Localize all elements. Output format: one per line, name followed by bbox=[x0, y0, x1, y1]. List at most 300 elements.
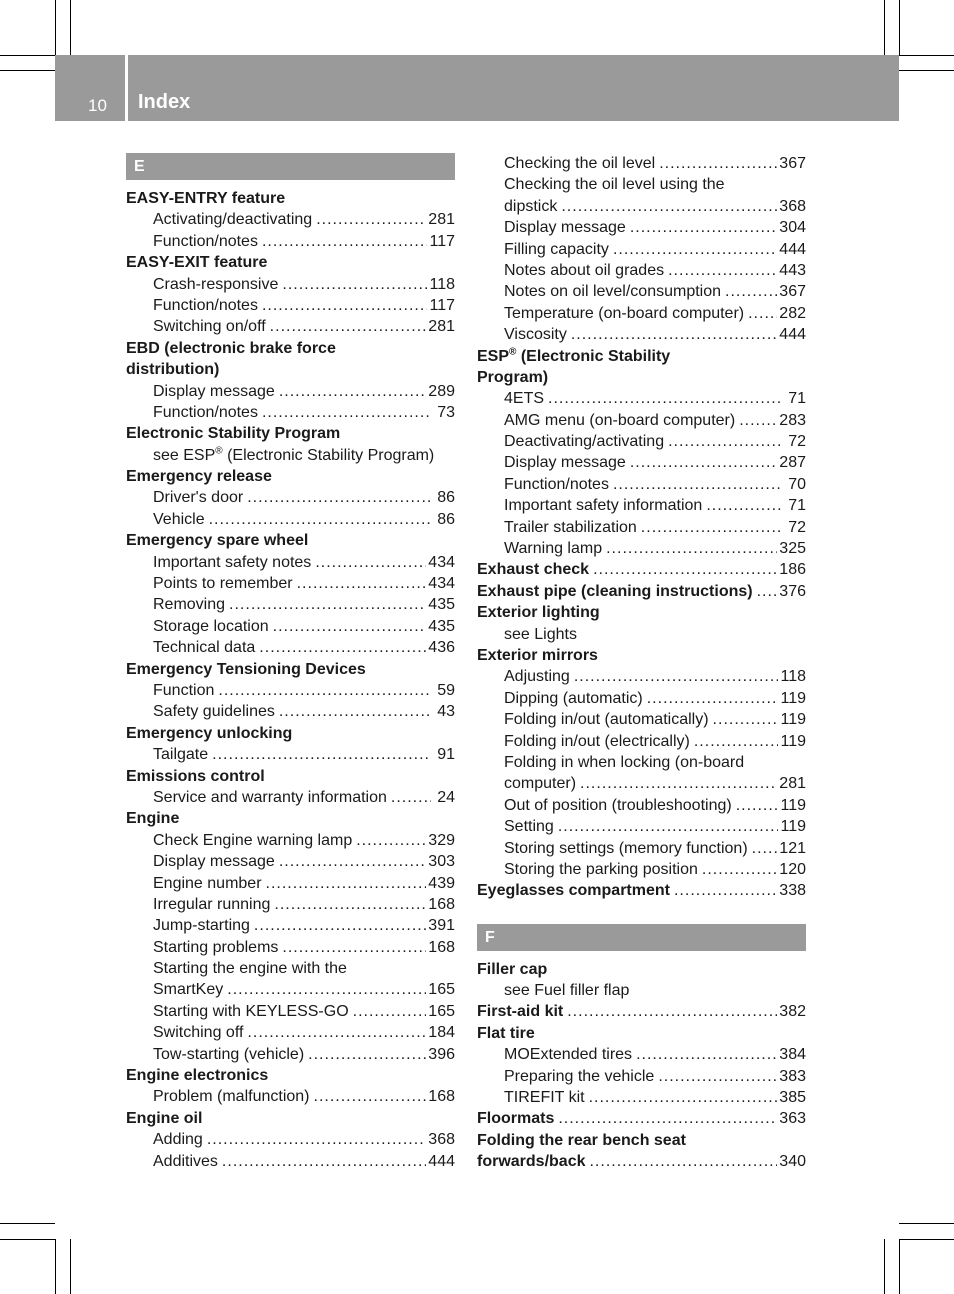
leader-dots bbox=[356, 830, 426, 851]
index-entry bbox=[477, 388, 806, 409]
index-heading bbox=[126, 252, 455, 273]
section-letter-bar: F bbox=[477, 924, 806, 951]
entry-label: Trailer stabilization bbox=[504, 518, 637, 536]
index-entry bbox=[126, 873, 455, 894]
entry-label: Adding bbox=[153, 1131, 203, 1149]
entry-label: Floormats bbox=[477, 1110, 555, 1128]
leader-dots bbox=[279, 851, 426, 872]
entry-label: Electronic Stability Program bbox=[126, 425, 341, 443]
index-entry bbox=[477, 752, 806, 773]
entry-list bbox=[477, 959, 806, 1173]
index-entry bbox=[477, 1066, 806, 1087]
index-column-left bbox=[126, 153, 455, 1172]
page-ref: 59 bbox=[437, 681, 455, 699]
leader-dots bbox=[713, 709, 779, 730]
index-entry bbox=[477, 153, 806, 174]
page-ref: 391 bbox=[428, 917, 455, 935]
page-ref: 165 bbox=[428, 981, 455, 999]
leader-dots bbox=[668, 431, 782, 452]
index-heading bbox=[477, 645, 806, 666]
entry-list bbox=[477, 153, 806, 902]
leader-dots bbox=[254, 915, 426, 936]
page-ref: 186 bbox=[779, 561, 806, 579]
page-ref: 376 bbox=[779, 582, 806, 600]
entry-label: Folding in/out (automatically) bbox=[504, 711, 709, 729]
entry-label: Engine oil bbox=[126, 1109, 203, 1127]
entry-label: Display message bbox=[153, 382, 275, 400]
index-entry bbox=[477, 624, 806, 645]
page-ref: 436 bbox=[428, 639, 455, 657]
entry-label: Notes about oil grades bbox=[504, 261, 665, 279]
page-ref: 281 bbox=[428, 318, 455, 336]
index-entry bbox=[126, 316, 455, 337]
entry-label: Jump-starting bbox=[153, 917, 250, 935]
leader-dots bbox=[548, 388, 782, 409]
entry-label: Flat tire bbox=[477, 1024, 535, 1042]
entry-label: Exhaust pipe (cleaning instructions) bbox=[477, 582, 753, 600]
page-ref: 117 bbox=[429, 232, 455, 250]
leader-dots bbox=[574, 666, 779, 687]
entry-label: Important safety information bbox=[504, 497, 703, 515]
index-entry bbox=[126, 979, 455, 1000]
page-ref: 91 bbox=[437, 746, 455, 764]
entry-label: Emergency Tensioning Devices bbox=[126, 660, 366, 678]
leader-dots bbox=[315, 552, 426, 573]
index-entry bbox=[477, 196, 806, 217]
index-entry bbox=[126, 915, 455, 936]
entry-label: Important safety notes bbox=[153, 553, 312, 571]
page-ref: 43 bbox=[437, 703, 455, 721]
page-ref: 383 bbox=[779, 1067, 806, 1085]
index-entry bbox=[126, 937, 455, 958]
page-ref: 168 bbox=[428, 1088, 455, 1106]
entry-list bbox=[126, 188, 455, 1172]
entry-label: Notes on oil level/consumption bbox=[504, 283, 722, 301]
crop-mark bbox=[899, 1239, 900, 1294]
entry-label: Function/notes bbox=[153, 232, 258, 250]
entry-label: Additives bbox=[153, 1152, 218, 1170]
entry-label: Safety guidelines bbox=[153, 703, 275, 721]
entry-label: Tailgate bbox=[153, 746, 209, 764]
page-ref: 119 bbox=[780, 711, 806, 729]
index-entry bbox=[477, 666, 806, 687]
index-heading bbox=[126, 766, 455, 787]
leader-dots bbox=[353, 1001, 427, 1022]
page-ref: 184 bbox=[428, 1024, 455, 1042]
entry-label: Folding in when locking (on-board bbox=[504, 753, 745, 771]
index-entry bbox=[477, 688, 806, 709]
page-ref: 444 bbox=[779, 326, 806, 344]
leader-dots bbox=[262, 402, 431, 423]
page-ref: 434 bbox=[428, 575, 455, 593]
leader-dots bbox=[266, 873, 427, 894]
page-ref: 435 bbox=[428, 596, 455, 614]
page-ref: 363 bbox=[779, 1110, 806, 1128]
leader-dots bbox=[593, 559, 777, 580]
index-entry bbox=[126, 381, 455, 402]
leader-dots bbox=[259, 637, 426, 658]
entry-label: Eyeglasses compartment bbox=[477, 882, 670, 900]
index-entry bbox=[126, 1129, 455, 1150]
page-ref: 281 bbox=[779, 775, 806, 793]
crop-mark bbox=[899, 1239, 954, 1240]
entry-label: Technical data bbox=[153, 639, 256, 657]
leader-dots bbox=[752, 838, 778, 859]
page-ref: 120 bbox=[779, 860, 806, 878]
leader-dots bbox=[273, 616, 427, 637]
index-entry bbox=[477, 859, 806, 880]
crop-mark bbox=[899, 55, 954, 56]
entry-label: Function/notes bbox=[504, 475, 609, 493]
page-header bbox=[55, 55, 899, 121]
index-heading bbox=[477, 559, 806, 580]
entry-label: Exterior lighting bbox=[477, 604, 600, 622]
entry-label: Starting with KEYLESS-GO bbox=[153, 1002, 349, 1020]
page-ref: 367 bbox=[779, 283, 806, 301]
index-entry bbox=[126, 616, 455, 637]
index-entry bbox=[477, 281, 806, 302]
index-entry bbox=[477, 1087, 806, 1108]
entry-label: Display message bbox=[153, 853, 275, 871]
index-entry bbox=[477, 816, 806, 837]
leader-dots bbox=[613, 474, 782, 495]
leader-dots bbox=[247, 487, 431, 508]
leader-dots bbox=[218, 680, 431, 701]
entry-label: Temperature (on-board computer) bbox=[504, 304, 745, 322]
leader-dots bbox=[630, 452, 777, 473]
index-entry bbox=[477, 731, 806, 752]
page-ref: 165 bbox=[428, 1002, 455, 1020]
page-ref: 71 bbox=[788, 390, 806, 408]
leader-dots bbox=[613, 239, 777, 260]
leader-dots bbox=[316, 209, 426, 230]
page-ref: 289 bbox=[428, 382, 455, 400]
page-ref: 70 bbox=[788, 475, 806, 493]
entry-label: Dipping (automatic) bbox=[504, 689, 643, 707]
leader-dots bbox=[274, 894, 426, 915]
entry-label: Irregular running bbox=[153, 895, 271, 913]
page-ref: 443 bbox=[779, 261, 806, 279]
index-heading bbox=[477, 367, 806, 388]
entry-label: Removing bbox=[153, 596, 226, 614]
leader-dots bbox=[247, 1022, 426, 1043]
header-divider bbox=[125, 55, 128, 121]
leader-dots bbox=[561, 196, 777, 217]
crop-mark bbox=[55, 1239, 56, 1294]
leader-dots bbox=[659, 153, 777, 174]
page-ref: 434 bbox=[428, 553, 455, 571]
leader-dots bbox=[706, 495, 782, 516]
index-entry bbox=[477, 709, 806, 730]
entry-label: Folding in/out (electrically) bbox=[504, 732, 690, 750]
index-entry bbox=[477, 260, 806, 281]
crop-mark bbox=[0, 70, 55, 71]
entry-label: Adjusting bbox=[504, 668, 570, 686]
entry-label: Emergency spare wheel bbox=[126, 532, 309, 550]
index-entry bbox=[126, 1151, 455, 1172]
page-ref: 119 bbox=[780, 818, 806, 836]
index-entry bbox=[126, 958, 455, 979]
index-heading bbox=[477, 346, 806, 367]
entry-label: Preparing the vehicle bbox=[504, 1067, 655, 1085]
page-ref: 71 bbox=[788, 497, 806, 515]
page-ref: 303 bbox=[428, 853, 455, 871]
entry-label: Engine number bbox=[153, 874, 262, 892]
index-heading bbox=[126, 530, 455, 551]
index-entry bbox=[477, 980, 806, 1001]
entry-label: see Lights bbox=[504, 625, 577, 643]
page-ref: 119 bbox=[780, 732, 806, 750]
entry-label: Problem (malfunction) bbox=[153, 1088, 310, 1106]
leader-dots bbox=[207, 1129, 426, 1150]
leader-dots bbox=[757, 581, 778, 602]
leader-dots bbox=[630, 217, 777, 238]
entry-label: forwards/back bbox=[477, 1153, 586, 1171]
index-entry bbox=[477, 838, 806, 859]
leader-dots bbox=[647, 688, 779, 709]
page-title: Index bbox=[138, 91, 191, 113]
entry-label: Display message bbox=[504, 219, 626, 237]
entry-label: Starting problems bbox=[153, 938, 279, 956]
leader-dots bbox=[636, 1044, 777, 1065]
index-heading bbox=[126, 466, 455, 487]
page-ref: 287 bbox=[779, 454, 806, 472]
index-entry bbox=[126, 1044, 455, 1065]
index-entry bbox=[126, 274, 455, 295]
page-number: 10 bbox=[88, 96, 107, 115]
page-ref: 168 bbox=[428, 895, 455, 913]
entry-label: Emissions control bbox=[126, 767, 265, 785]
index-entry bbox=[477, 1044, 806, 1065]
leader-dots bbox=[589, 1151, 777, 1172]
leader-dots bbox=[282, 937, 426, 958]
index-heading bbox=[126, 723, 455, 744]
entry-label: Filling capacity bbox=[504, 240, 609, 258]
index-entry bbox=[126, 487, 455, 508]
index-entry bbox=[477, 795, 806, 816]
index-heading bbox=[477, 1130, 806, 1151]
index-entry bbox=[477, 410, 806, 431]
entry-label: TIREFIT kit bbox=[504, 1089, 585, 1107]
page-ref: 439 bbox=[428, 874, 455, 892]
entry-label: Crash-responsive bbox=[153, 275, 279, 293]
page-ref: 72 bbox=[788, 518, 806, 536]
entry-label: Setting bbox=[504, 818, 554, 836]
entry-label: Warning lamp bbox=[504, 540, 603, 558]
page-ref: 304 bbox=[779, 219, 806, 237]
index-heading bbox=[477, 880, 806, 901]
index-heading bbox=[477, 1001, 806, 1022]
leader-dots bbox=[589, 1087, 778, 1108]
index-heading bbox=[126, 1108, 455, 1129]
index-heading bbox=[126, 423, 455, 444]
section-letter-bar: E bbox=[126, 153, 455, 180]
entry-label: Exterior mirrors bbox=[477, 646, 598, 664]
page-ref: 382 bbox=[779, 1003, 806, 1021]
entry-label: Deactivating/activating bbox=[504, 433, 665, 451]
page-ref: 73 bbox=[437, 403, 455, 421]
entry-label: First-aid kit bbox=[477, 1003, 564, 1021]
leader-dots bbox=[262, 295, 428, 316]
index-heading bbox=[477, 1108, 806, 1129]
leader-dots bbox=[606, 538, 777, 559]
entry-label: EASY-EXIT feature bbox=[126, 254, 268, 272]
index-entry bbox=[126, 1086, 455, 1107]
page-ref: 86 bbox=[437, 510, 455, 528]
index-entry bbox=[126, 701, 455, 722]
page-ref: 338 bbox=[779, 882, 806, 900]
index-heading bbox=[126, 188, 455, 209]
entry-label: Tow-starting (vehicle) bbox=[153, 1045, 305, 1063]
entry-label: Storing the parking position bbox=[504, 860, 698, 878]
entry-label: Emergency release bbox=[126, 468, 272, 486]
page-ref: 72 bbox=[788, 433, 806, 451]
leader-dots bbox=[308, 1044, 426, 1065]
entry-label: Vehicle bbox=[153, 510, 205, 528]
index-entry bbox=[126, 787, 455, 808]
entry-label: Activating/deactivating bbox=[153, 211, 313, 229]
crop-mark bbox=[899, 70, 954, 71]
entry-label: Points to remember bbox=[153, 575, 293, 593]
entry-label: Switching off bbox=[153, 1024, 244, 1042]
leader-dots bbox=[229, 594, 426, 615]
index-entry bbox=[477, 239, 806, 260]
page-ref: 117 bbox=[429, 296, 455, 314]
crop-mark bbox=[70, 0, 71, 55]
page-ref: 325 bbox=[779, 540, 806, 558]
entry-label: Out of position (troubleshooting) bbox=[504, 796, 732, 814]
entry-label: Folding the rear bench seat bbox=[477, 1131, 686, 1149]
page-ref: 121 bbox=[779, 839, 806, 857]
entry-label: see Fuel filler flap bbox=[504, 982, 630, 1000]
index-entry bbox=[477, 773, 806, 794]
entry-label: computer) bbox=[504, 775, 577, 793]
index-entry bbox=[126, 680, 455, 701]
entry-label: SmartKey bbox=[153, 981, 224, 999]
leader-dots bbox=[279, 381, 426, 402]
index-entry bbox=[126, 402, 455, 423]
page-ref: 340 bbox=[779, 1153, 806, 1171]
entry-label: Checking the oil level using the bbox=[504, 176, 725, 194]
leader-dots bbox=[314, 1086, 427, 1107]
page-ref: 282 bbox=[779, 304, 806, 322]
index-heading bbox=[477, 959, 806, 980]
entry-label: Emergency unlocking bbox=[126, 724, 293, 742]
index-heading bbox=[477, 602, 806, 623]
entry-label: Driver's door bbox=[153, 489, 244, 507]
leader-dots bbox=[282, 274, 427, 295]
entry-label: Storage location bbox=[153, 617, 269, 635]
page-ref: 444 bbox=[428, 1152, 455, 1170]
entry-label: Service and warranty information bbox=[153, 788, 387, 806]
index-entry bbox=[126, 509, 455, 530]
entry-label: EASY-ENTRY feature bbox=[126, 190, 286, 207]
entry-label: ESP® (Electronic Stability bbox=[477, 346, 671, 365]
crop-mark bbox=[884, 0, 885, 55]
index-entry bbox=[126, 209, 455, 230]
crop-mark bbox=[899, 0, 900, 55]
entry-label: Engine electronics bbox=[126, 1067, 269, 1085]
index-entry bbox=[126, 830, 455, 851]
page-ref: 24 bbox=[437, 788, 455, 806]
leader-dots bbox=[739, 410, 777, 431]
crop-mark bbox=[55, 0, 56, 55]
entry-label: Switching on/off bbox=[153, 318, 266, 336]
page-ref: 368 bbox=[779, 197, 806, 215]
page-ref: 385 bbox=[779, 1089, 806, 1107]
index-heading bbox=[477, 1151, 806, 1172]
leader-dots bbox=[736, 795, 779, 816]
entry-label: Function bbox=[153, 681, 215, 699]
index-entry bbox=[126, 295, 455, 316]
entry-label: Check Engine warning lamp bbox=[153, 831, 353, 849]
index-entry bbox=[477, 324, 806, 345]
entry-label: Filler cap bbox=[477, 960, 548, 978]
entry-label: dipstick bbox=[504, 197, 558, 215]
page-ref: 367 bbox=[779, 155, 806, 172]
index-entry bbox=[126, 573, 455, 594]
entry-label: Starting the engine with the bbox=[153, 960, 347, 978]
leader-dots bbox=[641, 517, 782, 538]
index-entry bbox=[126, 744, 455, 765]
crop-mark bbox=[70, 1239, 71, 1294]
page-ref: 86 bbox=[437, 489, 455, 507]
page-ref: 444 bbox=[779, 240, 806, 258]
index-heading bbox=[126, 808, 455, 829]
entry-label: AMG menu (on-board computer) bbox=[504, 411, 736, 429]
crop-mark bbox=[899, 1223, 954, 1224]
index-entry bbox=[477, 474, 806, 495]
leader-dots bbox=[227, 979, 426, 1000]
index-entry bbox=[126, 552, 455, 573]
index-entry bbox=[477, 303, 806, 324]
index-column-right bbox=[477, 153, 806, 1173]
entry-label: Storing settings (memory function) bbox=[504, 839, 748, 857]
leader-dots bbox=[270, 316, 427, 337]
leader-dots bbox=[658, 1066, 777, 1087]
entry-label: distribution) bbox=[126, 361, 220, 379]
entry-label: MOExtended tires bbox=[504, 1046, 633, 1064]
leader-dots bbox=[209, 509, 431, 530]
leader-dots bbox=[222, 1151, 426, 1172]
index-entry bbox=[477, 517, 806, 538]
page-ref: 281 bbox=[428, 211, 455, 229]
leader-dots bbox=[297, 573, 427, 594]
index-heading bbox=[126, 338, 455, 359]
leader-dots bbox=[262, 231, 428, 252]
page-ref: 283 bbox=[779, 411, 806, 429]
leader-dots bbox=[580, 773, 777, 794]
index-heading bbox=[126, 1065, 455, 1086]
index-entry bbox=[126, 231, 455, 252]
index-entry bbox=[477, 495, 806, 516]
page-ref: 329 bbox=[428, 831, 455, 849]
index-entry bbox=[126, 594, 455, 615]
leader-dots bbox=[567, 1001, 777, 1022]
leader-dots bbox=[558, 1108, 777, 1129]
leader-dots bbox=[702, 859, 777, 880]
entry-label: Exhaust check bbox=[477, 561, 590, 579]
leader-dots bbox=[748, 303, 777, 324]
index-entry bbox=[477, 217, 806, 238]
index-entry bbox=[477, 452, 806, 473]
leader-dots bbox=[212, 744, 431, 765]
crop-mark bbox=[884, 1239, 885, 1294]
entry-label: 4ETS bbox=[504, 390, 545, 408]
page-ref: 119 bbox=[780, 796, 806, 814]
entry-label: Program) bbox=[477, 368, 549, 386]
leader-dots bbox=[279, 701, 431, 722]
